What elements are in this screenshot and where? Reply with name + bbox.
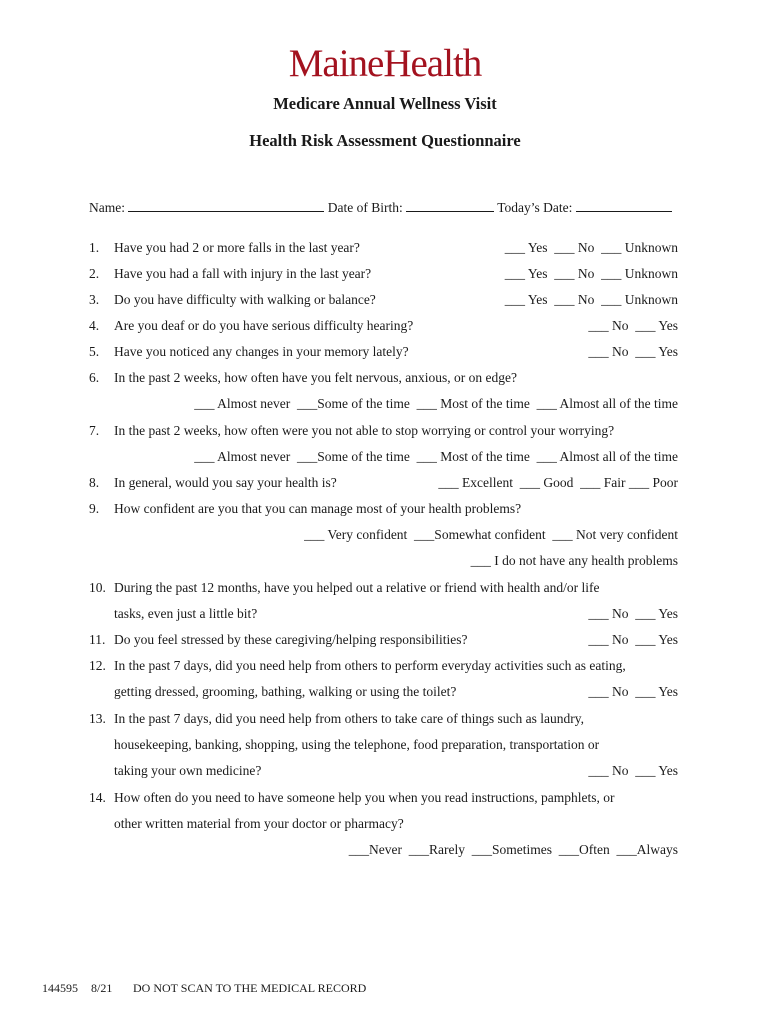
answer-options[interactable]: ___ No ___ Yes [588,632,678,647]
question-number: 10. [89,580,106,595]
question-text: How often do you need to have someone help you when you read instructions, pamphlets, or [114,790,615,805]
question-text: During the past 12 months, have you helped out a relative or friend with health and/or life [114,580,600,595]
question-text-continued: taking your own medicine? [114,763,262,778]
question-number: 14. [89,790,106,805]
answer-options[interactable]: ___ Yes ___ No ___ Unknown [504,240,678,255]
dob-label: Date of Birth: [327,200,403,215]
answer-options[interactable]: ___ No ___ Yes [588,606,678,621]
question-number: 6. [89,370,100,385]
answer-options[interactable]: ___ Yes ___ No ___ Unknown [504,292,678,307]
answer-options[interactable]: ___ I do not have any health problems [470,553,678,568]
question-number: 2. [89,266,100,281]
question-text: Do you have difficulty with walking or balance? [114,292,376,307]
question-number: 8. [89,475,100,490]
question-text: In the past 7 days, did you need help from others to take care of things such as laundry, [114,711,585,726]
question-text-continued: other written material from your doctor or pharmacy? [114,816,404,831]
answer-options[interactable]: ___ Almost never ___Some of the time ___ Most of the time ___ Almost all of the time [194,396,678,411]
question-number: 11. [89,632,106,647]
form-title: Medicare Annual Wellness Visit [273,94,497,113]
form-number: 144595 [42,981,78,995]
answer-options[interactable]: ___ Almost never ___Some of the time ___ Most of the time ___ Almost all of the time [194,449,678,464]
question-text: Have you had 2 or more falls in the last year? [114,240,360,255]
question-number: 3. [89,292,100,307]
question-number: 5. [89,344,100,359]
question-text: In the past 7 days, did you need help from others to perform everyday activities such as eating, [114,658,626,673]
answer-options[interactable]: ___ Excellent ___ Good ___ Fair ___ Poor [438,475,678,490]
question-number: 13. [89,711,106,726]
name-label: Name: [89,200,125,215]
question-number: 1. [89,240,100,255]
todays-date-label: Today’s Date: [497,200,573,215]
scan-notice: DO NOT SCAN TO THE MEDICAL RECORD [133,981,367,995]
question-text-continued: housekeeping, banking, shopping, using the telephone, food preparation, transportation or [114,737,600,752]
form-revision: 8/21 [91,981,113,995]
question-number: 7. [89,423,100,438]
todays-date-field[interactable] [576,200,672,212]
name-field[interactable] [128,200,324,212]
answer-options[interactable]: ___Never ___Rarely ___Sometimes ___Often ___Always [348,842,678,857]
answer-options[interactable]: ___ No ___ Yes [588,344,678,359]
dob-field[interactable] [406,200,494,212]
question-text: Have you had a fall with injury in the last year? [114,266,372,281]
question-number: 9. [89,501,100,516]
question-number: 12. [89,658,106,673]
question-text: In the past 2 weeks, how often were you not able to stop worrying or control your worrying? [114,423,615,438]
mainehealth-logo: MaineHealth [288,42,482,85]
question-text: In general, would you say your health is? [114,475,337,490]
question-number: 4. [89,318,100,333]
answer-options[interactable]: ___ Yes ___ No ___ Unknown [504,266,678,281]
question-text-continued: getting dressed, grooming, bathing, walking or using the toilet? [114,684,457,699]
question-text: Have you noticed any changes in your memory lately? [114,344,409,359]
answer-options[interactable]: ___ No ___ Yes [588,318,678,333]
form-subtitle: Health Risk Assessment Questionnaire [249,131,521,150]
question-text: Do you feel stressed by these caregiving/helping responsibilities? [114,632,468,647]
question-text: How confident are you that you can manage most of your health problems? [114,501,522,516]
question-text-continued: tasks, even just a little bit? [114,606,258,621]
answer-options[interactable]: ___ No ___ Yes [588,763,678,778]
question-text: Are you deaf or do you have serious difficulty hearing? [114,318,414,333]
question-text: In the past 2 weeks, how often have you felt nervous, anxious, or on edge? [114,370,518,385]
patient-info-line [89,200,672,215]
answer-options[interactable]: ___ Very confident ___Somewhat confident ___ Not very confident [304,527,678,542]
answer-options[interactable]: ___ No ___ Yes [588,684,678,699]
